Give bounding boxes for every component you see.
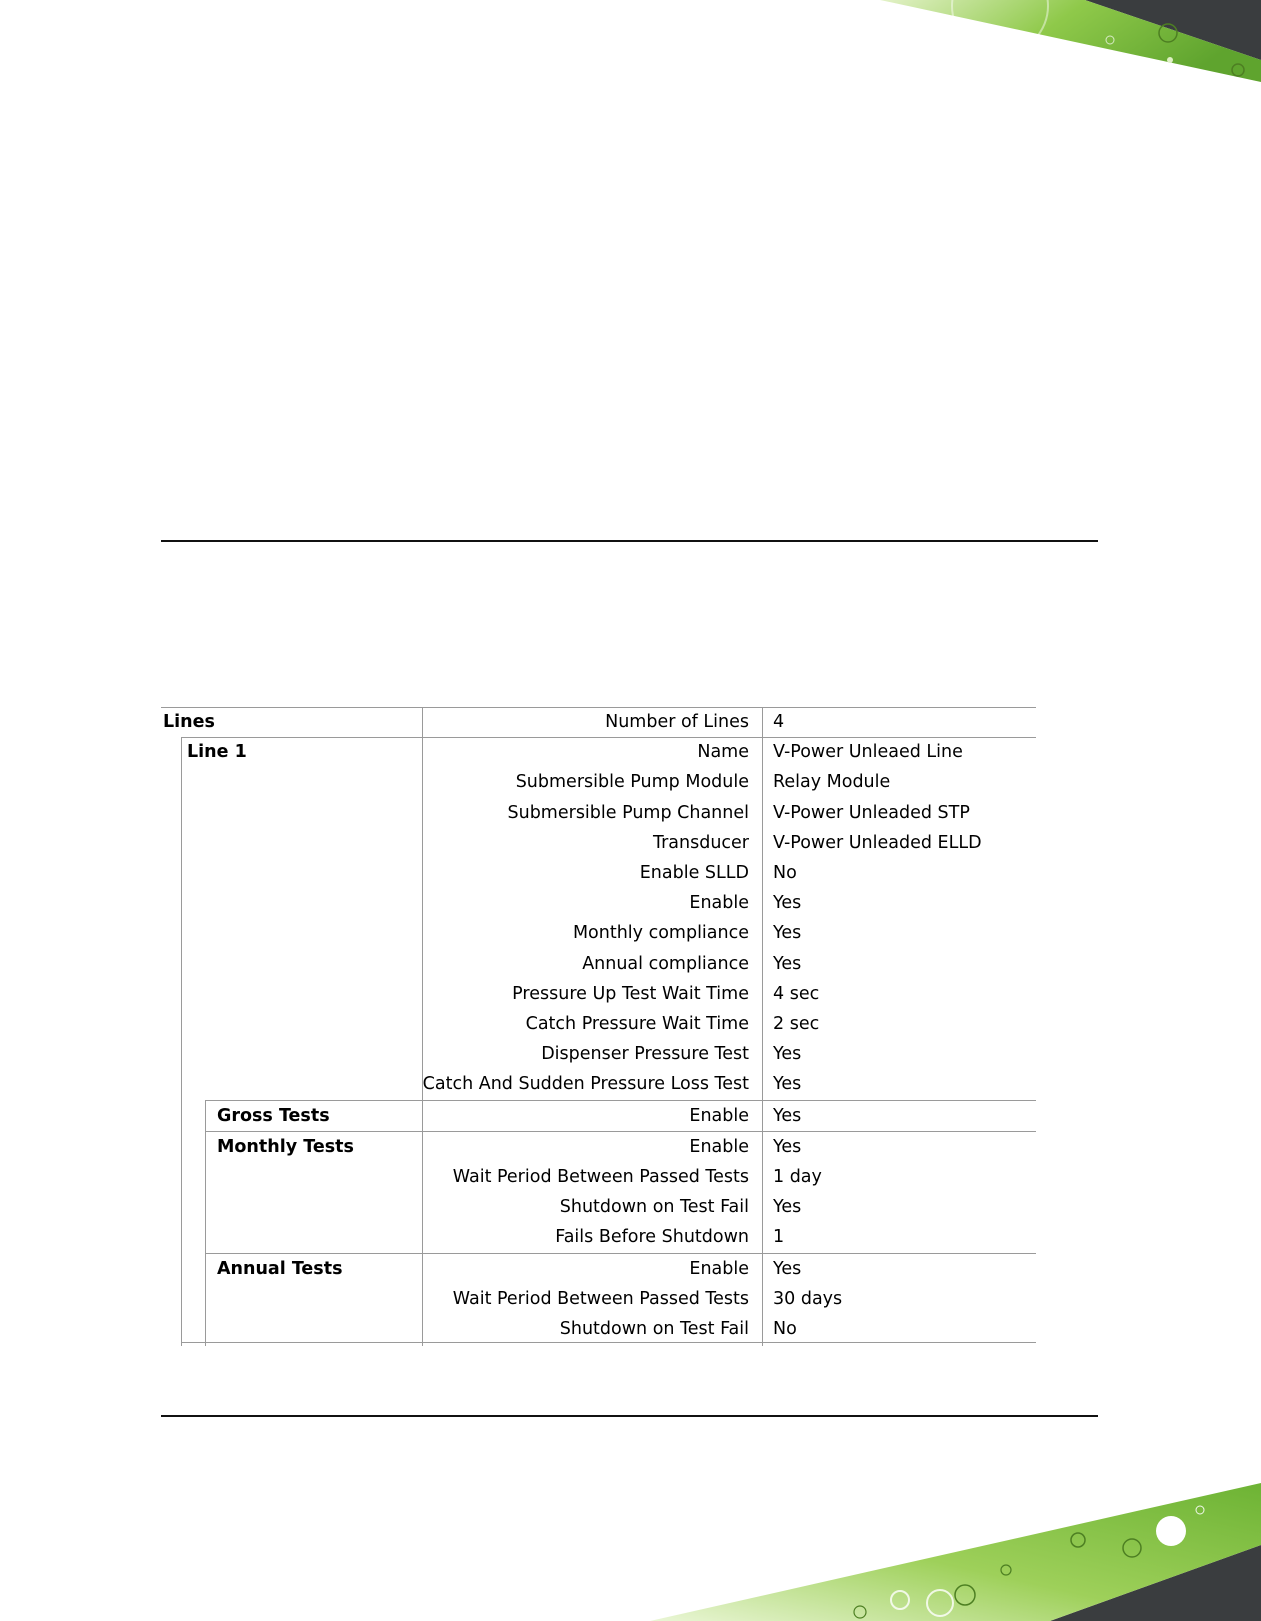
subsection-heading: Monthly Tests [217,1136,354,1157]
row-value: Yes [773,1136,802,1157]
subsection-indent-border [205,1100,206,1347]
row-separator [181,737,1036,738]
row-value: Yes [773,1258,802,1279]
row-label: Monthly compliance [572,923,749,944]
row-label: Wait Period Between Passed Tests [452,1167,749,1187]
row-label: Annual compliance [582,953,749,974]
row-value: 4 sec [773,983,820,1004]
bottom-horizontal-rule [161,1415,1098,1417]
row-value: No [773,1319,797,1339]
lines-heading: Lines [163,712,215,732]
row-value: Relay Module [773,772,891,793]
row-value: Yes [773,1197,802,1218]
line-1-heading: Line 1 [187,742,247,763]
column-divider-label [422,707,423,1346]
row-label: Enable [689,893,749,914]
row-label: Enable [689,1105,749,1126]
row-value: Yes [773,923,802,944]
subsection-heading: Annual Tests [217,1258,343,1279]
row-label: Submersible Pump Module [515,772,749,793]
row-value: V-Power Unleaded ELLD [773,832,982,853]
row-label: Catch Pressure Wait Time [525,1014,749,1034]
row-label: Shutdown on Test Fail [559,1197,749,1218]
row-value: 2 sec [773,1014,820,1034]
row-label: Submersible Pump Channel [507,802,749,823]
section-separator [205,1253,1036,1254]
row-value: No [773,863,797,883]
subsection-heading: Gross Tests [217,1105,330,1126]
section-separator [205,1131,1036,1132]
top-corner-band [880,0,1261,82]
row-value: V-Power Unleaded STP [773,802,970,823]
section-separator [205,1100,1036,1101]
row-label: Enable [689,1136,749,1157]
bottom-corner-band [650,1483,1261,1621]
row-value: 1 day [773,1167,822,1187]
row-label: Wait Period Between Passed Tests [452,1288,749,1309]
table-bottom-border [181,1342,1036,1343]
row-label: Number of Lines [605,712,749,732]
column-divider-value [762,707,763,1346]
row-label: Shutdown on Test Fail [559,1319,749,1339]
row-value: Yes [773,893,802,914]
lines-configuration-table [161,707,1036,1342]
row-label: Catch And Sudden Pressure Loss Test [422,1074,749,1095]
row-label: Fails Before Shutdown [555,1227,749,1248]
row-label: Pressure Up Test Wait Time [512,983,749,1004]
row-label: Name [697,742,749,763]
row-label: Enable SLLD [639,863,749,883]
row-value: 4 [773,712,785,732]
line-1-indent-border [181,737,182,1346]
row-label: Transducer [652,832,749,853]
row-value: V-Power Unleaed Line [773,742,963,763]
row-label: Enable [689,1258,749,1279]
row-value: Yes [773,953,802,974]
row-label: Dispenser Pressure Test [541,1044,749,1065]
row-value: Yes [773,1105,802,1126]
table-top-border [161,707,1036,708]
top-horizontal-rule [161,540,1098,542]
row-value: Yes [773,1044,802,1065]
row-value: Yes [773,1074,802,1095]
row-value: 1 [773,1227,785,1248]
row-value: 30 days [773,1288,843,1309]
